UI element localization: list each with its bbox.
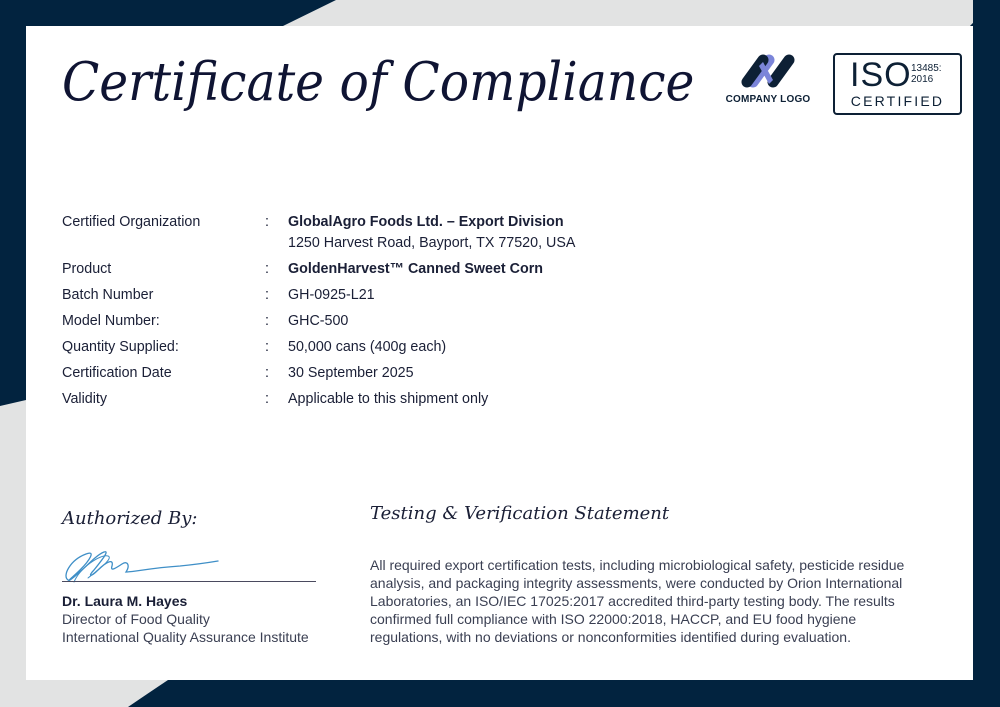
testing-statement-line: Laboratories, an ISO/IEC 17025:2017 accredited third-party testing body. The results xyxy=(370,593,895,609)
detail-value: 50,000 cans (400g each) xyxy=(288,339,447,355)
detail-label: Product xyxy=(62,261,112,277)
testing-statement-line: analysis, and packaging integrity assessments, were conducted by Orion International xyxy=(370,575,903,591)
signature-icon xyxy=(60,546,230,586)
iso-label: ISO xyxy=(850,56,912,94)
detail-separator: : xyxy=(265,365,269,381)
detail-value: GH-0925-L21 xyxy=(288,287,375,303)
detail-separator: : xyxy=(265,287,269,303)
iso-standard-year: 2016 xyxy=(911,74,934,85)
iso-standard-number: 13485: xyxy=(911,63,942,74)
detail-value: 30 September 2025 xyxy=(288,365,414,381)
signer-name: Dr. Laura M. Hayes xyxy=(62,593,188,609)
detail-label: Certified Organization xyxy=(62,214,201,230)
detail-separator: : xyxy=(265,214,269,230)
detail-value: GoldenHarvest™ Canned Sweet Corn xyxy=(288,261,544,277)
detail-separator: : xyxy=(265,391,269,407)
company-logo xyxy=(723,54,813,105)
signature-line xyxy=(62,581,316,582)
certificate-title: Certificate of Compliance xyxy=(62,52,695,113)
detail-label: Validity xyxy=(62,391,108,407)
detail-separator: : xyxy=(265,339,269,355)
testing-statement-line: confirmed full compliance with ISO 22000:2018, HACCP, and EU food hygiene xyxy=(370,611,857,627)
detail-separator: : xyxy=(265,261,269,277)
signer-info xyxy=(62,592,309,646)
detail-value: GHC-500 xyxy=(288,313,349,329)
testing-statement-line: regulations, with no deviations or nonconformities identified during evaluation. xyxy=(370,629,851,645)
detail-address: 1250 Harvest Road, Bayport, TX 77520, USA xyxy=(288,235,576,251)
detail-label: Model Number: xyxy=(62,313,160,329)
n-logo-icon xyxy=(739,54,797,88)
certificate-card xyxy=(26,26,973,680)
detail-label: Batch Number xyxy=(62,287,154,303)
iso-certified-label: CERTIFIED xyxy=(850,93,945,109)
testing-heading: Testing & Verification Statement xyxy=(370,503,670,524)
detail-value: Applicable to this shipment only xyxy=(288,391,489,407)
authorized-by-heading: Authorized By: xyxy=(62,508,198,529)
detail-separator: : xyxy=(265,313,269,329)
company-logo-label: COMPANY LOGO xyxy=(725,94,811,105)
iso-standard xyxy=(911,63,942,85)
detail-label: Quantity Supplied: xyxy=(62,339,179,355)
signer-institution: International Quality Assurance Institute xyxy=(62,629,309,645)
testing-statement-line: All required export certification tests, including microbiological safety, pesticide residue xyxy=(370,557,905,573)
detail-label: Certification Date xyxy=(62,365,172,381)
testing-statement xyxy=(370,556,950,646)
signer-role: Director of Food Quality xyxy=(62,611,210,627)
detail-value: GlobalAgro Foods Ltd. – Export Division xyxy=(288,214,564,230)
iso-certified-badge xyxy=(833,53,962,115)
